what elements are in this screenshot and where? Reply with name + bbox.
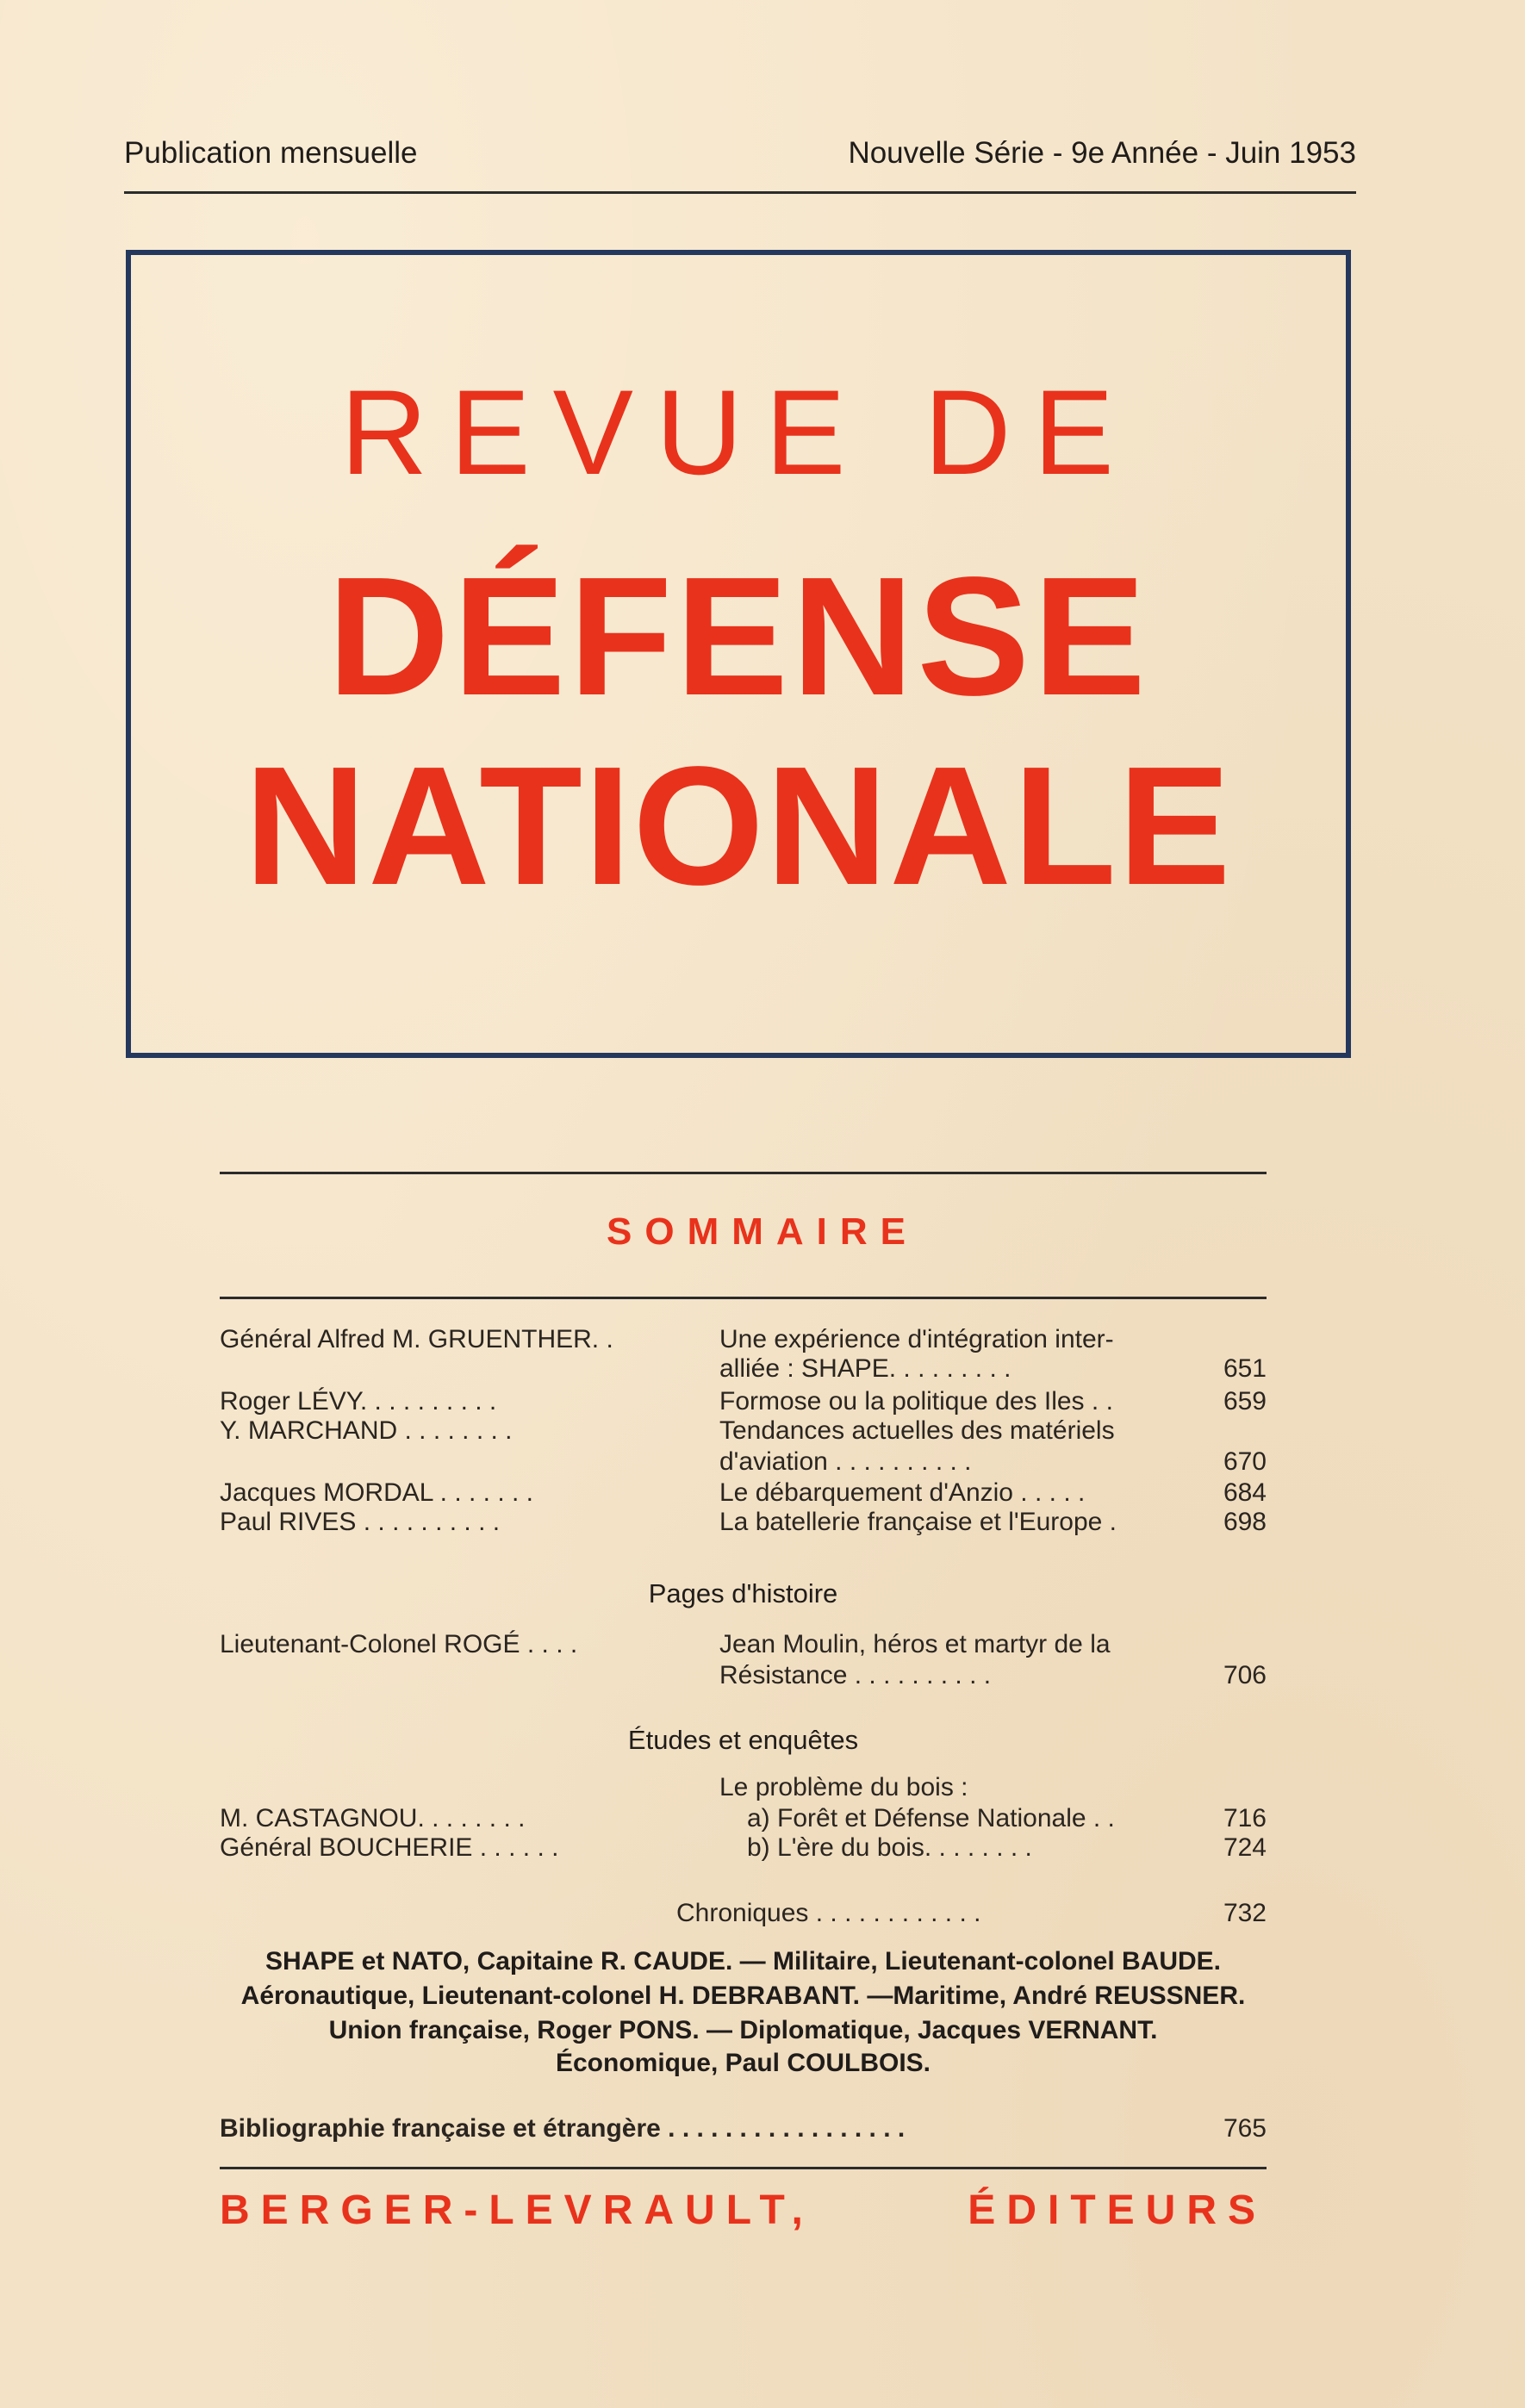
toc-page: 732	[1223, 1899, 1267, 1927]
toc-title: Formose ou la politique des Iles . .	[719, 1387, 1113, 1416]
sommaire-heading: SOMMAIRE	[607, 1210, 918, 1253]
section-heading-etudes: Études et enquêtes	[627, 1725, 859, 1755]
toc-title-cont: alliée : SHAPE. . . . . . . . .	[719, 1354, 1011, 1383]
toc-page: 698	[1223, 1508, 1267, 1536]
toc-title: Bibliographie française et étrangère . . . . . . . . . . . . . . . . .	[220, 2114, 906, 2143]
toc-author: Général Alfred M. GRUENTHER. .	[220, 1325, 613, 1353]
toc-title: b) L'ère du bois. . . . . . . .	[747, 1833, 1032, 1862]
toc-title: Chroniques . . . . . . . . . . . .	[676, 1899, 981, 1927]
toc-entry-chroniques	[220, 1899, 1267, 1930]
rule-bottom-sommaire	[220, 1297, 1267, 1299]
header	[124, 136, 1356, 179]
toc-author: M. CASTAGNOU. . . . . . . .	[220, 1804, 526, 1832]
toc-title: a) Forêt et Défense Nationale . .	[747, 1804, 1115, 1832]
toc-page: 659	[1223, 1387, 1267, 1416]
toc-page: 765	[1223, 2114, 1267, 2143]
toc-entry-cont	[220, 1447, 1267, 1478]
publisher-name: BERGER-LEVRAULT,	[220, 2187, 814, 2233]
toc-entry	[220, 1387, 1267, 1418]
title-box	[126, 250, 1351, 1058]
toc-author: Y. MARCHAND . . . . . . . .	[220, 1416, 513, 1445]
toc-page: 651	[1223, 1354, 1267, 1383]
rule-top-sommaire	[220, 1172, 1267, 1174]
chroniques-line: Union française, Roger PONS. — Diplomatique, Jacques VERNANT.	[328, 2016, 1158, 2044]
toc-page: 716	[1223, 1804, 1267, 1832]
publication-frequency: Publication mensuelle	[124, 136, 418, 170]
toc-author: Paul RIVES . . . . . . . . . .	[220, 1508, 501, 1536]
toc-title: Le débarquement d'Anzio . . . . .	[719, 1478, 1086, 1507]
toc-title: La batellerie française et l'Europe .	[719, 1508, 1117, 1536]
toc-author: Jacques MORDAL . . . . . . .	[220, 1478, 533, 1507]
toc-page: 724	[1223, 1833, 1267, 1862]
toc-title: Une expérience d'intégration inter-	[719, 1325, 1114, 1353]
header-rule	[124, 191, 1356, 194]
toc-page: 684	[1223, 1478, 1267, 1507]
toc-title-cont: d'aviation . . . . . . . . . .	[719, 1447, 972, 1476]
toc-entry-bibliographie	[220, 2114, 1267, 2145]
toc-title: Tendances actuelles des matériels	[719, 1416, 1115, 1445]
toc-entry-cont	[220, 1661, 1267, 1692]
section-heading-histoire: Pages d'histoire	[648, 1578, 838, 1608]
toc-title-cont: Résistance . . . . . . . . . .	[719, 1661, 992, 1689]
toc-author: Général BOUCHERIE . . . . . .	[220, 1833, 559, 1862]
publisher-role: ÉDITEURS	[968, 2187, 1267, 2233]
issue-info: Nouvelle Série - 9e Année - Juin 1953	[848, 136, 1356, 170]
toc-page: 706	[1223, 1661, 1267, 1689]
toc-entry	[220, 1833, 1267, 1864]
toc-title: Jean Moulin, héros et martyr de la	[719, 1630, 1111, 1658]
rule-publisher	[220, 2167, 1267, 2169]
toc-author: Roger LÉVY. . . . . . . . . .	[220, 1387, 497, 1416]
toc-title: Le problème du bois :	[719, 1773, 968, 1801]
toc-entry-cont	[220, 1354, 1267, 1385]
chroniques-line: Économique, Paul COULBOIS.	[555, 2049, 931, 2077]
toc-entry	[220, 1416, 1267, 1447]
chroniques-line: Aéronautique, Lieutenant-colonel H. DEBRABANT. —Maritime, André REUSSNER.	[240, 1982, 1246, 2010]
title-line-2: DÉFENSE	[327, 542, 1149, 731]
chroniques-line: SHAPE et NATO, Capitaine R. CAUDE. — Militaire, Lieutenant-colonel BAUDE.	[265, 1947, 1222, 1976]
toc-entry	[220, 1804, 1267, 1835]
toc-entry	[220, 1630, 1267, 1661]
toc-page: 670	[1223, 1447, 1267, 1476]
toc-entry	[220, 1508, 1267, 1539]
toc-entry	[220, 1478, 1267, 1509]
toc-subintro	[220, 1773, 1267, 1804]
title-line-1: REVUE DE	[340, 364, 1136, 500]
toc-entry	[220, 1325, 1267, 1356]
title-line-3: NATIONALE	[244, 731, 1233, 920]
toc-author: Lieutenant-Colonel ROGÉ . . . .	[220, 1630, 578, 1658]
